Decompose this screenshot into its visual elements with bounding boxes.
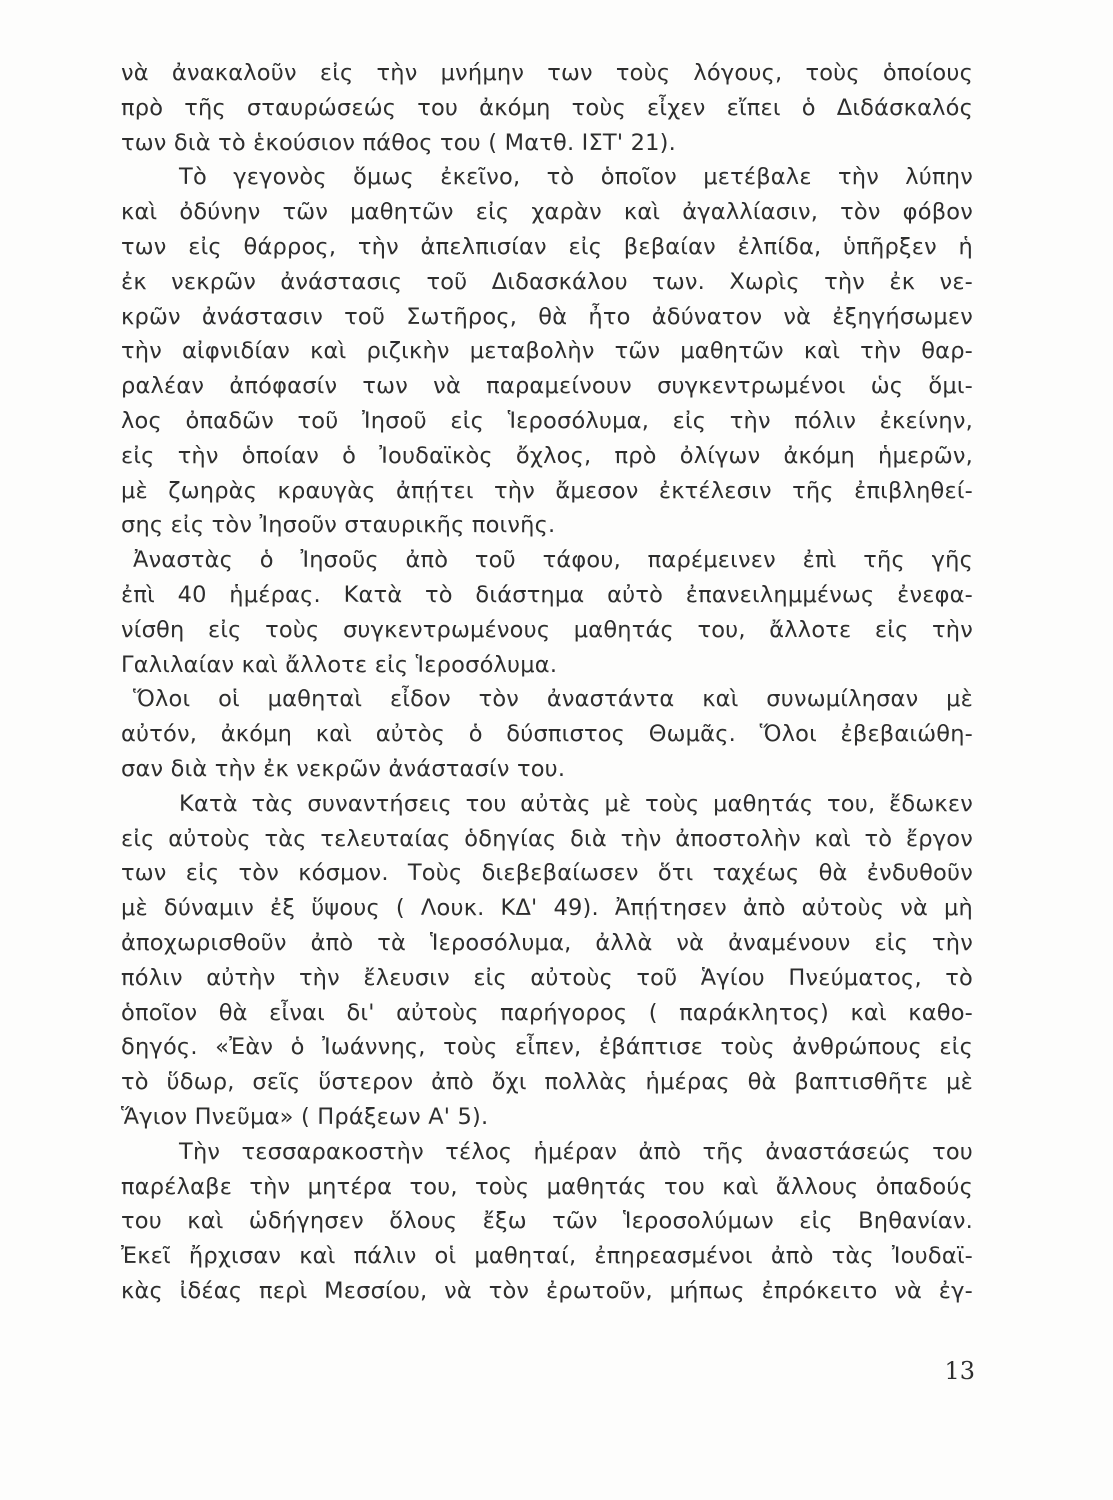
text-line: πόλιν αὐτὴν τὴν ἔλευσιν εἰς αὐτοὺς τοῦ Ἁγίου Πνεύματος, τὸ xyxy=(121,964,973,991)
text-line: Ἅγιον Πνεῦμα» ( Πράξεων Α' 5). xyxy=(121,1103,489,1130)
text-line: ἐκ νεκρῶν ἀνάστασις τοῦ Διδασκάλου των. Χωρὶς τὴν ἐκ νε- xyxy=(121,268,973,295)
text-line: εἰς τὴν ὁποίαν ὁ Ἰουδαϊκὸς ὄχλος, πρὸ ὀλίγων ἀκόμη ἡμερῶν, xyxy=(121,442,973,469)
text-line: των εἰς θάρρος, τὴν ἀπελπισίαν εἰς βεβαίαν ἐλπίδα, ὑπῆρξεν ἡ xyxy=(121,233,973,260)
text-line: πρὸ τῆς σταυρώσεώς του ἀκόμη τοὺς εἶχεν εἴπει ὁ Διδάσκαλός xyxy=(121,94,973,121)
text-line: των διὰ τὸ ἑκούσιον πάθος του ( Ματθ. ΙΣΤ' 21). xyxy=(121,129,676,156)
paragraph-start-line: Κατὰ τὰς συναντήσεις του αὐτὰς μὲ τοὺς μαθητάς του, ἔδωκεν xyxy=(179,790,973,817)
text-line: τὸ ὕδωρ, σεῖς ὕστερον ἀπὸ ὄχι πολλὰς ἡμέρας θὰ βαπτισθῆτε μὲ xyxy=(121,1069,973,1096)
text-line: κρῶν ἀνάστασιν τοῦ Σωτῆρος, θὰ ἦτο ἀδύνατον νὰ ἐξηγήσωμεν xyxy=(121,303,973,330)
text-line: νὰ ἀνακαλοῦν εἰς τὴν μνήμην των τοὺς λόγους, τοὺς ὁποίους xyxy=(121,60,973,86)
text-line: μὲ ζωηρὰς κραυγὰς ἀπῄτει τὴν ἄμεσον ἐκτέλεσιν τῆς ἐπιβληθεί- xyxy=(121,477,973,504)
text-line: εἰς αὐτοὺς τὰς τελευταίας ὁδηγίας διὰ τὴν ἀποστολὴν καὶ τὸ ἔργον xyxy=(121,825,973,852)
text-line: παρέλαβε τὴν μητέρα του, τοὺς μαθητάς του καὶ ἄλλους ὀπαδούς xyxy=(121,1173,973,1200)
text-line: ἐπὶ 40 ἡμέρας. Κατὰ τὸ διάστημα αὐτὸ ἐπανειλημμένως ἐνεφα- xyxy=(121,581,973,608)
paragraph-start-line: Τὸ γεγονὸς ὅμως ἐκεῖνο, τὸ ὁποῖον μετέβαλε τὴν λύπην xyxy=(179,164,973,191)
text-line: λος ὀπαδῶν τοῦ Ἰησοῦ εἰς Ἱεροσόλυμα, εἰς τὴν πόλιν ἐκείνην, xyxy=(121,407,973,434)
text-line: νίσθη εἰς τοὺς συγκεντρωμένους μαθητάς του, ἄλλοτε εἰς τὴν xyxy=(121,616,973,643)
paragraph-start-line: Τὴν τεσσαρακοστὴν τέλος ἡμέραν ἀπὸ τῆς ἀναστάσεώς του xyxy=(179,1138,973,1165)
text-line: Γαλιλαίαν καὶ ἄλλοτε εἰς Ἱεροσόλυμα. xyxy=(121,651,558,678)
paragraph-start-line: Ὅλοι οἱ μαθηταὶ εἶδον τὸν ἀναστάντα καὶ συνωμίλησαν μὲ xyxy=(133,686,973,713)
text-line: καὶ ὀδύνην τῶν μαθητῶν εἰς χαρὰν καὶ ἀγαλλίασιν, τὸν φόβον xyxy=(121,199,973,226)
text-line: του καὶ ὡδήγησεν ὅλους ἔξω τῶν Ἱεροσολύμων εἰς Βηθανίαν. xyxy=(121,1208,973,1235)
text-line: των εἰς τὸν κόσμον. Τοὺς διεβεβαίωσεν ὅτι ταχέως θὰ ἐνδυθοῦν xyxy=(121,860,973,887)
paragraph-start-line: Ἀναστὰς ὁ Ἰησοῦς ἀπὸ τοῦ τάφου, παρέμεινεν ἐπὶ τῆς γῆς xyxy=(133,547,973,574)
text-line: ραλέαν ἀπόφασίν των νὰ παραμείνουν συγκεντρωμένοι ὡς ὅμι- xyxy=(121,373,973,400)
text-line: τὴν αἰφνιδίαν καὶ ριζικὴν μεταβολὴν τῶν μαθητῶν καὶ τὴν θαρ- xyxy=(121,338,973,365)
text-line: κὰς ἰδέας περὶ Μεσσίου, νὰ τὸν ἐρωτοῦν, μήπως ἐπρόκειτο νὰ ἐγ- xyxy=(121,1277,973,1304)
page-number: 13 xyxy=(944,1357,975,1385)
text-line: ὁποῖον θὰ εἶναι δι' αὐτοὺς παρήγορος ( παράκλητος) καὶ καθο- xyxy=(121,999,973,1026)
text-line: σης εἰς τὸν Ἰησοῦν σταυρικῆς ποινῆς. xyxy=(121,512,556,539)
body-text xyxy=(121,56,973,1309)
text-line: ἀποχωρισθοῦν ἀπὸ τὰ Ἱεροσόλυμα, ἀλλὰ νὰ ἀναμένουν εἰς τὴν xyxy=(121,929,973,956)
text-line: αὐτόν, ἀκόμη καὶ αὐτὸς ὁ δύσπιστος Θωμᾶς. Ὅλοι ἐβεβαιώθη- xyxy=(121,721,973,748)
text-line: σαν διὰ τὴν ἐκ νεκρῶν ἀνάστασίν του. xyxy=(121,755,566,782)
text-line: Ἐκεῖ ἤρχισαν καὶ πάλιν οἱ μαθηταί, ἐπηρεασμένοι ἀπὸ τὰς Ἰουδαϊ- xyxy=(121,1243,973,1270)
text-line: δηγός. «Ἐὰν ὁ Ἰωάννης, τοὺς εἶπεν, ἐβάπτισε τοὺς ἀνθρώπους εἰς xyxy=(121,1034,973,1061)
text-line: μὲ δύναμιν ἐξ ὕψους ( Λουκ. ΚΔ' 49). Ἀπῄτησεν ἀπὸ αὐτοὺς νὰ μὴ xyxy=(121,895,973,922)
